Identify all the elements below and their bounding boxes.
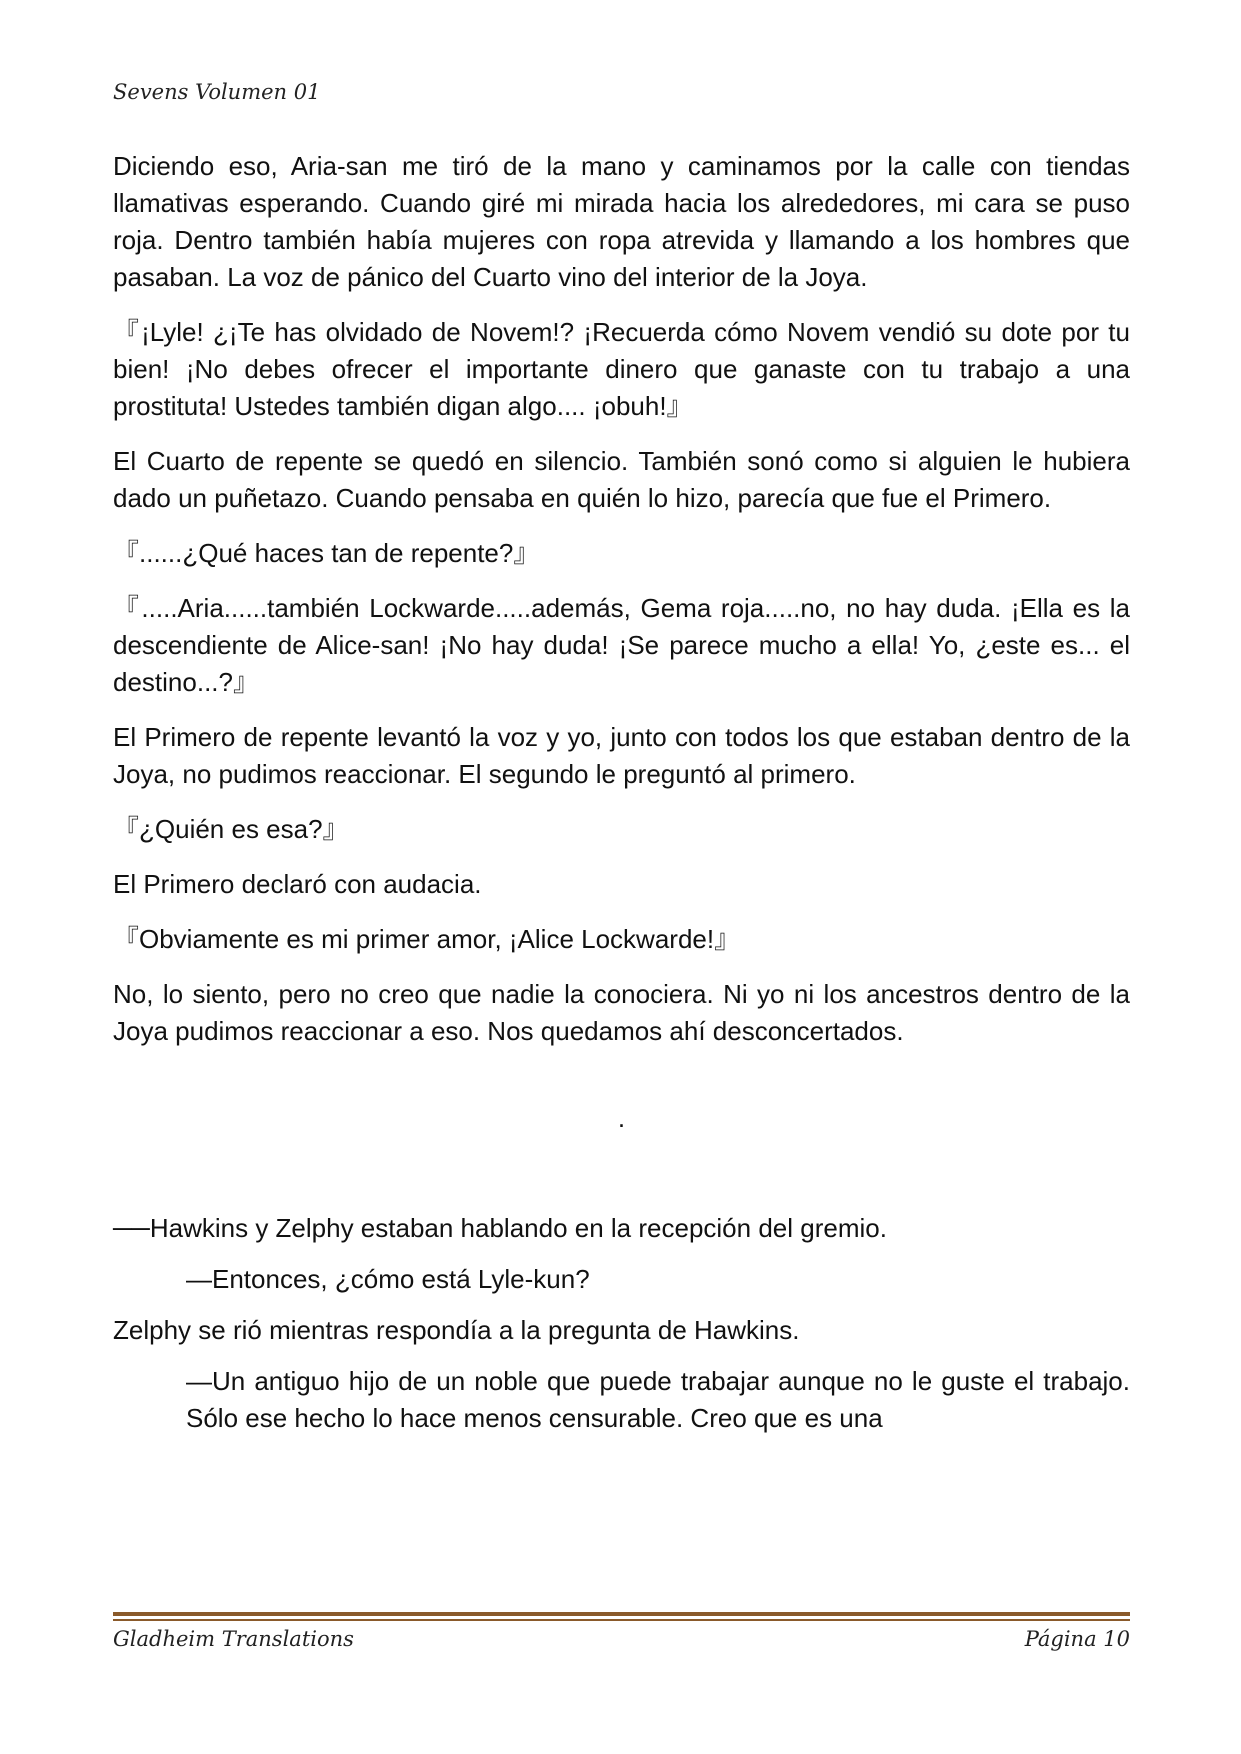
footer-rule-thin <box>113 1619 1130 1621</box>
paragraph: El Primero declaró con audacia. <box>113 869 482 899</box>
running-header: Sevens Volumen 01 <box>113 80 321 104</box>
dialogue-paragraph: 『¡Lyle! ¿¡Te has olvidado de Novem!? ¡Recuerda cómo Novem vendió su dote por tu bien! ¡No debes ofrecer el importante dinero que ganaste con tu trabajo a una prostituta! Ustedes también digan algo.... ¡obuh!』 <box>113 317 1130 421</box>
dialogue-paragraph: 『......¿Qué haces tan de repente?』 <box>113 538 540 568</box>
dialogue-paragraph: 『Obviamente es mi primer amor, ¡Alice Lockwarde!』 <box>113 924 741 954</box>
paragraph: El Primero de repente levantó la voz y yo, junto con todos los que estaban dentro de la Joya, no pudimos reaccionar. El segundo le preguntó al primero. <box>113 722 1130 789</box>
scene-separator: . <box>617 1103 626 1133</box>
paragraph: No, lo siento, pero no creo que nadie la conociera. Ni yo ni los ancestros dentro de la Joya pudimos reaccionar a eso. Nos quedamos ahí desconcertados. <box>113 979 1130 1046</box>
page-body <box>113 148 1130 1451</box>
footer-rule-thick <box>113 1612 1130 1616</box>
narration-line: Zelphy se rió mientras respondía a la pregunta de Hawkins. <box>113 1315 800 1345</box>
paragraph: El Cuarto de repente se quedó en silencio. También sonó como si alguien le hubiera dado un puñetazo. Cuando pensaba en quién lo hizo, parecía que fue el Primero. <box>113 446 1130 513</box>
paragraph: Diciendo eso, Aria-san me tiró de la mano y caminamos por la calle con tiendas llamativas esperando. Cuando giré mi mirada hacia los alrededores, mi cara se puso roja. Dentro también había mujeres con ropa atrevida y llamando a los hombres que pasaban. La voz de pánico del Cuarto vino del interior de la Joya. <box>113 151 1130 292</box>
footer-publisher: Gladheim Translations <box>113 1627 354 1651</box>
section-intro: ──Hawkins y Zelphy estaban hablando en la recepción del gremio. <box>113 1213 887 1243</box>
dialogue-line: —Entonces, ¿cómo está Lyle-kun? <box>186 1264 590 1294</box>
dialogue-paragraph: 『¿Quién es esa?』 <box>113 814 349 844</box>
dialogue-paragraph: 『.....Aria......también Lockwarde.....además, Gema roja.....no, no hay duda. ¡Ella es la descendiente de Alice-san! ¡No hay duda! ¡Se parece mucho a ella! Yo, ¿este es... el destino...?』 <box>113 593 1130 697</box>
dialogue-line: —Un antiguo hijo de un noble que puede trabajar aunque no le guste el trabajo. Sólo ese hecho lo hace menos censurable. Creo que es una <box>186 1366 1130 1433</box>
page-number: Página 10 <box>1024 1627 1130 1651</box>
